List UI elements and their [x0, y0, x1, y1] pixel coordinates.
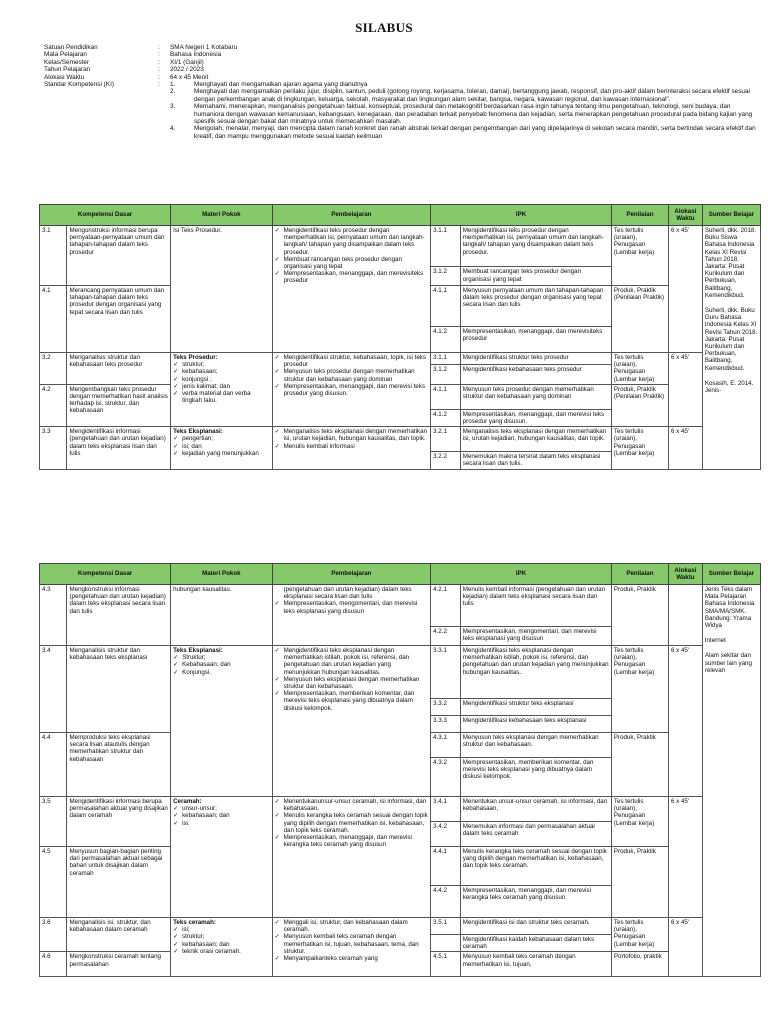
penilaian: Tes tertulis (uraian), Penugasan (Lembar kerja) — [611, 797, 668, 847]
meta-key: Kelas/Semester — [44, 58, 90, 66]
sumber-item: Suherli, dkk. Buku Guru Bahasa Indonesia Kelas XI Revisi Tahun 2018. Jakarta: Pusat Kurikulum dan Perbukuan, Balitbang, Kemendikbud. — [704, 307, 758, 372]
ipk-number: 3.2.2 — [431, 452, 461, 469]
meta-value: Bahasa Indonesia — [170, 51, 222, 59]
pembelajaran-list — [272, 226, 431, 353]
materi-item: verba material dan verba tingkah laku. — [182, 390, 251, 405]
meta-key: Satuan Pendidikan — [44, 44, 98, 51]
table-row — [40, 427, 761, 452]
pembelajaran-item: Menyusun teks eksplanasi dengan memerhatikan struktur dan kebahasaan. — [283, 675, 420, 691]
materi-item: struktur; — [182, 933, 205, 941]
check-icon: ✓ — [274, 270, 280, 278]
check-icon: ✓ — [274, 933, 280, 941]
check-icon: ✓ — [173, 654, 179, 662]
pembelajaran-list — [272, 585, 431, 646]
check-icon: ✓ — [274, 227, 280, 234]
check-icon: ✓ — [274, 834, 280, 842]
pembelajaran-list — [272, 427, 431, 469]
kd-text: Merancang pernyataan umum dan tahapan-tahapan dalam teks prosedur dengan organisasi yang tepat secara lisan dan tulis — [67, 286, 171, 353]
ipk-text: Menulis kembali informasi (pengetahuan dan urutan kejadian) dalam teks eksplanasi secara lisan dan tulis — [460, 585, 611, 627]
check-icon: ✓ — [173, 819, 179, 827]
document-page-2 — [0, 540, 768, 1024]
ki-text: Menghayati dan mengamalkan ajaran agama yang dianutnya — [194, 81, 368, 89]
ipk-text: Mempresentasikan, menanggapi, dan merevisiteks prosedur — [460, 326, 611, 352]
meta-key: Alokasi Waktu — [44, 73, 85, 81]
check-icon: ✓ — [274, 354, 280, 361]
pembelajaran-item: Mempresentasikan, menanggapi, dan merevisi kerangka teks ceramah yang disusun — [283, 834, 412, 849]
kd-text: Menganalisis isi, struktur, dan kebahasaan dalam ceramah — [67, 918, 171, 952]
alokasi-waktu: 6 x 45' — [668, 427, 702, 469]
check-icon: ✓ — [173, 449, 179, 457]
header-ipk: IPK — [431, 205, 612, 226]
materi-item: jenis kalimat; dan — [182, 382, 230, 390]
ipk-text: Mempresentasikan, menanggapi, dan merevisi teks prosedur yang disusun. — [460, 409, 611, 426]
check-icon: ✓ — [274, 442, 280, 450]
check-icon: ✓ — [274, 647, 280, 654]
meta-value: XI/1 (Ganjil) — [170, 58, 204, 66]
ipk-text: Menyusun teks eksplanasi dengan memerhatikan struktur dan kebahasaan. — [460, 733, 611, 758]
header-pembelajaran: Pembelajaran — [272, 205, 431, 226]
materi-heading: Teks Eksplanasi: — [173, 428, 223, 436]
materi-item: kejadian yang menunjukkan — [182, 449, 259, 457]
kd-text: Mengembangkan teks prosedur dengan memerhatikan hasil analisis terhadap isi, struktur, dan kebahasaan — [67, 384, 171, 426]
table-row — [40, 226, 761, 267]
kd-number: 3.6 — [40, 918, 67, 952]
ipk-text: Menganalisis teks eksplanasi dengan memerhatikan isi, urutan kejadian, hubungan kausalitas, dan topik. — [460, 427, 611, 452]
penilaian: Produk, Praktik — [611, 733, 668, 797]
syllabus-table-page-1 — [39, 204, 761, 470]
ipk-number: 3.1.1 — [431, 353, 461, 365]
pembelajaran-item: Menyusun kembali teks ceramah dengan memerhatikan isi, tujuan, kebahasaan, tema, dan struktur. — [283, 933, 419, 955]
ipk-number: 3.4.1 — [431, 797, 461, 822]
header-kompetensi-dasar: Kompetensi Dasar — [40, 205, 171, 226]
header-materi-pokok: Materi Pokok — [171, 205, 272, 226]
ki-text: Menghayati dan mengamalkan perilaku jujur, disiplin, santun, peduli (gotong royong, kerjasama, toleran, damai), bertanggung jawab, responsif, dan pro-aktif dalam berinteraksi secara efektif sesuai dengan perkembangan anak di lingkungan, keluarga, sekolah, masyarakat dan lingkungan alam sekitar, bangsa, negara, kawasan regional, dan kawasan internasional". — [194, 88, 750, 103]
table-row — [40, 797, 761, 822]
ki-list — [170, 81, 756, 140]
materi-heading: Teks Prosedur: — [173, 354, 218, 361]
pembelajaran-item: Menentukanunsur-unsur ceramah, isi informasi, dan kebahasaan, — [283, 798, 427, 813]
penilaian: Tes tertulis (uraian), Penugasan (Lembar kerja) — [611, 646, 668, 733]
kd-number: 4.4 — [40, 733, 67, 797]
materi-pokok — [171, 646, 272, 797]
materi-item: kebahasaan; — [182, 368, 218, 376]
ipk-number: 4.1.1 — [431, 384, 461, 409]
ipk-number: 4.1.2 — [431, 409, 461, 426]
materi-item: Konjungsi. — [182, 668, 211, 676]
materi-item: struktur; — [182, 361, 205, 369]
check-icon: ✓ — [274, 600, 280, 608]
ipk-number: 4.4.1 — [431, 847, 461, 886]
ipk-number: 3.1.2 — [431, 365, 461, 384]
kd-number: 4.1 — [40, 286, 67, 353]
kd-text: Memproduksi teks eksplanasi secara lisan atautulis dengan memerhatikan struktur dan kebahasaan — [67, 733, 171, 797]
header-alokasi-waktu: Alokasi Waktu — [668, 564, 702, 585]
meta-key: Tahun Pelajaran — [44, 66, 91, 74]
penilaian: Tes tertulis (uraian), Penugasan (Lembar kerja) — [611, 353, 668, 385]
check-icon: ✓ — [274, 955, 280, 963]
ipk-text: Mengidentifikasi teks prosedur dengan memperhatikan isi, pernyataan umum dan langkah-langkah/ tahapan yang disampaikan dalam teks prosedur. — [460, 226, 611, 267]
document-title: SILABUS — [355, 20, 413, 35]
kd-number: 4.2 — [40, 384, 67, 426]
sumber-item: Jenis Teks dalam Mata Pelajaran Bahasa Indonesia SMA/MA/SMK. Bandung: Yrama Widya — [704, 586, 755, 630]
sumber-item: Internet — [704, 637, 726, 645]
materi-item: isi. — [182, 819, 190, 827]
alokasi-waktu: 6 x 45' — [668, 918, 702, 977]
pembelajaran-item: Membuat rancangan teks prosedur dengan organisasi yang tepat — [283, 255, 402, 271]
materi-item: konjungsi ; — [182, 375, 212, 383]
ipk-text: Menyusun teks prosedur dengan memerhatikan struktur dan kebahasaan yang dominan — [460, 384, 611, 409]
materi-item: teknik orasi ceramah. — [182, 947, 241, 955]
ipk-text: Mengidentifikasi struktur teks prosedur — [460, 353, 611, 365]
check-icon: ✓ — [173, 947, 179, 955]
check-icon: ✓ — [274, 368, 280, 376]
ipk-number: 4.3.2 — [431, 758, 461, 797]
kd-number: 4.6 — [40, 952, 67, 977]
ipk-number: 3.3.3 — [431, 716, 461, 733]
ipk-number: 4.4.2 — [431, 886, 461, 918]
penilaian: Produk, Praktik — [611, 847, 668, 918]
syllabus-table-page-2 — [39, 563, 761, 977]
materi-pokok — [171, 797, 272, 918]
pembelajaran-item: Menulis kembali informasi — [283, 442, 355, 450]
ipk-text: Menemukan makna tersirat dalam teks eksplanasi secara lisan dan tulis. — [460, 452, 611, 469]
check-icon: ✓ — [173, 435, 179, 443]
materi-item: kebahasaan; dan — [182, 812, 230, 820]
check-icon: ✓ — [274, 382, 280, 390]
materi-pokok — [171, 353, 272, 427]
header-kompetensi-dasar: Kompetensi Dasar — [40, 564, 171, 585]
meta-key: Standar Kompetensi (KI) — [44, 81, 114, 89]
header-pembelajaran: Pembelajaran — [272, 564, 431, 585]
meta-value: 64 x 45 Menit — [170, 73, 209, 81]
check-icon: ✓ — [173, 668, 179, 676]
ipk-number: 3.5.1 — [431, 918, 461, 935]
ipk-number: 4.3.1 — [431, 733, 461, 758]
check-icon: ✓ — [173, 382, 179, 390]
check-icon: ✓ — [274, 675, 280, 683]
penilaian: Produk, Praktik (Penilaian Praktik) — [611, 286, 668, 353]
ki-number: 2. — [170, 88, 176, 96]
pembelajaran-item: Mengidentifikasi teks prosedur dengan memperhatikan isi, pernyataan umum dan langkah-langkah/ tahapan yang disampaikan dalam teks prosedur. — [283, 227, 425, 256]
ipk-number: 3.3.1 — [431, 646, 461, 699]
pembelajaran-item: Mempresentasikan, menanggapi, dan merevisiteks prosedur — [283, 270, 424, 285]
check-icon: ✓ — [274, 428, 280, 436]
header-penilaian: Penilaian — [611, 564, 668, 585]
table-row — [40, 646, 761, 699]
kd-text: Mengidentifikasi informasi berupa permasalahan aktual yang disajikan dalam ceramah — [67, 797, 171, 847]
check-icon: ✓ — [274, 798, 280, 805]
sumber-belajar — [702, 226, 760, 470]
ki-number: 3. — [170, 103, 176, 111]
materi-pokok — [171, 427, 272, 469]
ipk-number: 3.1.1 — [431, 226, 461, 267]
check-icon: ✓ — [173, 661, 179, 669]
table-row — [40, 918, 761, 935]
penilaian: Portofolio, praktik — [611, 952, 668, 977]
document-meta: Satuan Pendidikan : SMA Negeri 1 Kotabaru Mata Pelajaran : Bahasa Indonesia Kelas/Semester : XI/1 (Ganjil) Tahun Pelajaran : 2022 / 2023 Alokasi Waktu : 64 x 45 Menit Standar Kompetensi (KI) : 1. Menghayati dan mengamalkan ajaran agama yang dianutnya 2. Menghayati dan mengamalkan perilaku jujur, disiplin, santun, peduli (gotong royong, kerjasama, toleran, damai), bertanggung jawab, responsif, dan pro-aktif dalam berinteraksi secara efektif sesuai dengan perkembangan anak di lingkungan, keluarga, sekolah, masyarakat dan lingkungan alam sekitar, bangsa, negara, kawasan regional, dan kawasan internasional". 3. Memahami, menerapkan, menganalisis pengetahuan faktual, konseptual, prosedural dan metakognitif berdasarkan rasa ingin tahunya tentang ilmu pengetahuan, teknologi, seni budaya, dan humaniora dengan wawasan kemanusiaan, kebangsaan, kenegaraan, dan peradaban terkait penyebab fenomena dan kejadian, serta menerapkan pengetahuan procedural pada bidang kajian yang spesifik sesuai dengan bakat dan minatnya untuk memecahkan masalah. 4. Mengolah, menalar, menyaji, dan mencipta dalam ranah konkret dan ranah abstrak terkait dengan pengembangan dari yang dipelajarinya di sekolah secara mandiri, serta bertindak secara efektif dan kreatif, dan mampu menggunakan metode sesuai kaidah keilmuan — [44, 44, 756, 140]
ipk-text: Mengidentifikasi isi dan struktur teks ceramah. — [460, 918, 611, 935]
materi-item: isi; dan — [182, 442, 202, 450]
ipk-text: Mengidentifikasi kebahasaan teks prosedur — [460, 365, 611, 384]
ipk-number: 3.4.2 — [431, 822, 461, 847]
alokasi-waktu: 6 x 45' — [668, 797, 702, 918]
kd-number: 3.2 — [40, 353, 67, 385]
meta-key: Mata Pelajaran — [44, 51, 87, 59]
ipk-number — [431, 935, 461, 952]
check-icon: ✓ — [274, 690, 280, 698]
materi-heading: Ceramah: — [173, 798, 202, 805]
materi-item: unsur-unsur; — [182, 805, 217, 813]
ipk-text: Menentukan unsur-unsur ceramah, isi informasi, dan kebahasaan, — [460, 797, 611, 822]
pembelajaran-item: Menggali isi, struktur, dan kebahasaan dalam ceramah. — [283, 919, 408, 934]
alokasi-waktu: 6 x 45' — [668, 353, 702, 427]
kd-text: Mengkonstruksi informasi (pengetahuan dan urutan kejadian) dalam teks eksplanasi secara lisan dan tulis — [67, 585, 171, 646]
check-icon: ✓ — [173, 926, 179, 934]
ki-number: 1. — [170, 81, 176, 89]
check-icon: ✓ — [274, 812, 280, 820]
pembelajaran-list — [272, 353, 431, 427]
check-icon: ✓ — [173, 940, 179, 948]
kd-text: Menganalisis struktur dan kebahasaan teks eksplanasi — [67, 646, 171, 733]
kd-text: Mengkonstruksi ceramah tentang permasalahan — [67, 952, 171, 977]
pembelajaran-item: Menyusun teks prosedur dengan memerhatikan struktur dan kebahasaan yang dominan — [283, 368, 415, 383]
header-ipk: IPK — [431, 564, 612, 585]
ipk-text: Mempresentasikan, mengomentari, dan merevisi teks eksplanasi yang disusun — [460, 627, 611, 646]
materi-item: Kebahasaan; dan — [182, 661, 231, 669]
penilaian: Tes tertulis (uraian), Penugasan (Lembar kerja) — [611, 226, 668, 286]
ipk-text: Menyusun pernyataan umum dan tahapan-tahapan dalam teks prosedur dengan organisasi yang tepat secara lisan dan tulis — [460, 286, 611, 327]
pembelajaran-list — [272, 918, 431, 977]
penilaian: Produk, Praktik (Penilaian Praktik) — [611, 384, 668, 426]
table-row — [40, 353, 761, 365]
ipk-number: 4.1.2 — [431, 326, 461, 352]
alokasi-waktu: 6 x 45' — [668, 226, 702, 353]
ipk-number: 4.5.1 — [431, 952, 461, 977]
penilaian: Tes tertulis (uraian), Penugasan (Lembar kerja) — [611, 427, 668, 469]
meta-value: 2022 / 2023 — [170, 66, 204, 74]
ipk-number: 4.2.1 — [431, 585, 461, 627]
ipk-text: Membuat rancangan teks prosedur dengan organisasi yang tepat — [460, 267, 611, 286]
table-row — [40, 585, 761, 627]
ipk-number: 3.1.2 — [431, 267, 461, 286]
ipk-number: 3.3.2 — [431, 699, 461, 716]
pembelajaran-item: Mempresentasikan, mengomentari, dan merevisi teks eksplanasi yang disusun — [283, 600, 418, 615]
materi-pokok: Isi Teks Prosedur. — [171, 226, 272, 353]
materi-heading: Teks ceramah: — [173, 919, 216, 926]
check-icon: ✓ — [173, 375, 179, 383]
pembelajaran-item: Menyampaikanteks ceramah yang — [283, 955, 378, 963]
pembelajaran-item: Mempresentasikan, memberikan komentar, dan merevisi teks eksplanasi yang dibuatnya dalam diskusi kelompok. — [283, 690, 415, 712]
kd-number: 3.1 — [40, 226, 67, 286]
materi-pokok: hubungan kausalitas. — [171, 585, 272, 646]
penilaian: Produk, Praktik — [611, 585, 668, 646]
ipk-text: Menemukan informasi dan permasalahan aktual dalam teks ceramah — [460, 822, 611, 847]
ipk-text: Mengidentifikasi kaidah kebahasaan dalam teks ceramah — [460, 935, 611, 952]
kd-number: 3.4 — [40, 646, 67, 733]
check-icon: ✓ — [173, 442, 179, 450]
check-icon: ✓ — [274, 255, 280, 263]
penilaian: Tes tertulis (uraian), Penugasan (Lembar kerja) — [611, 918, 668, 952]
pembelajaran-item: Menulis kerangka teks ceramah sesuai dengan topik yang dipilih dengan memerhatikan isi, kebahasaan, dan topik teks ceramah. — [283, 812, 428, 834]
ipk-text: Mengidentifikasi teks eksplanasi dengan memerhatikan istilah, pokok isi, referensi, dan pengetahuan dan urutan kejadian yang menunjukkan hubungan kausalitas. — [460, 646, 611, 699]
sumber-item: Kosasih, E. 2014. Jenis- — [704, 379, 754, 395]
kd-text: Mengonstruksi informasi berupa pernyataan-pernyataan umum dan tahapan-tahapan dalam teks prosedur — [67, 226, 171, 286]
ki-text: Memahami, menerapkan, menganalisis pengetahuan faktual, konseptual, prosedural dan metakognitif berdasarkan rasa ingin tahunya tentang ilmu pengetahuan, teknologi, seni budaya, dan humaniora dengan wawasan kemanusiaan, kebangsaan, kenegaraan, dan peradaban terkait penyebab fenomena dan kejadian, serta menerapkan pengetahuan procedural pada bidang kajian yang spesifik sesuai dengan bakat dan minatnya untuk memecahkan masalah. — [194, 103, 753, 126]
materi-item: pengertian; — [182, 435, 214, 443]
meta-value: SMA Negeri 1 Kotabaru — [170, 44, 238, 51]
ipk-number: 3.2.1 — [431, 427, 461, 452]
alokasi-waktu — [668, 585, 702, 646]
check-icon: ✓ — [274, 919, 280, 926]
check-icon: ✓ — [173, 361, 179, 369]
sumber-belajar — [702, 585, 760, 977]
kd-text: Menyusun bagian-bagian penting dari permasalahan aktual sebagai bahan untuk disajikan dalam ceramah — [67, 847, 171, 918]
ipk-text: Menulis kerangka teks ceramah sesuai dengan topik yang dipilih dengan memerhatikan isi, kebahasaan, dan topik teks ceramah. — [460, 847, 611, 886]
ki-text: Mengolah, menalar, menyaji, dan mencipta dalam ranah konkret dan ranah abstrak terkait dengan pengembangan dari yang dipelajarinya di sekolah secara mandiri, serta bertindak secara efektif dan kreatif, dan mampu menggunakan metode sesuai kaidah keilmuan — [194, 125, 756, 140]
page-gap — [0, 512, 768, 540]
sumber-item: Alam sekitar dan sumber lain yang relevan — [704, 652, 752, 674]
ipk-text: Mengidentifikasi kebahasaan teks eksplanasi — [460, 716, 611, 733]
materi-heading: Teks Eksplanasi: — [173, 647, 223, 654]
sumber-item: Suherli, dkk. 2018. Buku Siswa Bahasa Indonesia Kelas XI Revisi Tahun 2018. Jakarta: Pusat Kurikulum dan Perbukuan, Balitbang, Kemendikbud. — [704, 227, 757, 299]
kd-number: 3.5 — [40, 797, 67, 847]
ipk-text: Mengidentifikasi struktur teks eksplanasi — [460, 699, 611, 716]
pembelajaran-item: (pengetahuan dan urutan kejadian) dalam teks eksplanasi secara lisan dan tulis — [283, 586, 412, 601]
header-sumber-belajar: Sumber Belajar — [702, 205, 760, 226]
ipk-text: Menyusun kembali teks ceramah dengan memerhatikan isi, tujuan, — [460, 952, 611, 977]
materi-item: kebahasaan; dan — [182, 940, 230, 948]
materi-item: isi; — [182, 926, 190, 934]
pembelajaran-item: Mempresentasikan, menanggapi, dan merevisi teks prosedur yang disusun. — [283, 382, 425, 398]
pembelajaran-item: Menganalisis teks eksplanasi dengan memerhatikan isi, urutan kejadian, hubungan kausalitas, dan topik. — [283, 428, 427, 443]
check-icon: ✓ — [173, 368, 179, 376]
check-icon: ✓ — [173, 812, 179, 820]
ipk-text: Mempresentasikan, menanggapi, dan merevisi kerangka teks ceramah yang disusun — [460, 886, 611, 918]
pembelajaran-list — [272, 797, 431, 918]
kd-number: 4.5 — [40, 847, 67, 918]
ki-number: 4. — [170, 125, 176, 133]
check-icon: ✓ — [173, 390, 179, 398]
materi-pokok — [171, 918, 272, 977]
pembelajaran-item: Mengidentifikasi struktur, kebahasaan, topik, isi teks prosedur — [283, 354, 426, 369]
header-penilaian: Penilaian — [611, 205, 668, 226]
ipk-text: Mempresentasikan, memberikan komentar, dan merevisi teks eksplanasi yang dibuatnya dalam diskusi kelompok. — [460, 758, 611, 797]
ipk-number: 4.2.2 — [431, 627, 461, 646]
kd-text: Mengidentifikasi informasi (pengetahuan dan urutan kejadian) dalam teks eksplanasi lisan dan tulis — [67, 427, 171, 469]
pembelajaran-item: Mengidentifikasi teks eksplanasi dengan memerhatikan istilah, pokok isi, referensi, dan pengetahuan dan urutan kejadian yang menunjukkan hubungan kausalitas. — [283, 647, 410, 676]
alokasi-waktu: 6 x 45' — [668, 646, 702, 797]
check-icon: ✓ — [173, 805, 179, 813]
header-sumber-belajar: Sumber Belajar — [702, 564, 760, 585]
ipk-number: 4.1.1 — [431, 286, 461, 327]
kd-number: 3.3 — [40, 427, 67, 469]
pembelajaran-list — [272, 646, 431, 797]
header-materi-pokok: Materi Pokok — [171, 564, 272, 585]
materi-item: Struktur; — [182, 654, 206, 662]
kd-text: Menganalisis struktur dan kebahasaan teks prosedur — [67, 353, 171, 385]
check-icon: ✓ — [173, 933, 179, 941]
header-alokasi-waktu: Alokasi Waktu — [668, 205, 702, 226]
kd-number: 4.3 — [40, 585, 67, 646]
